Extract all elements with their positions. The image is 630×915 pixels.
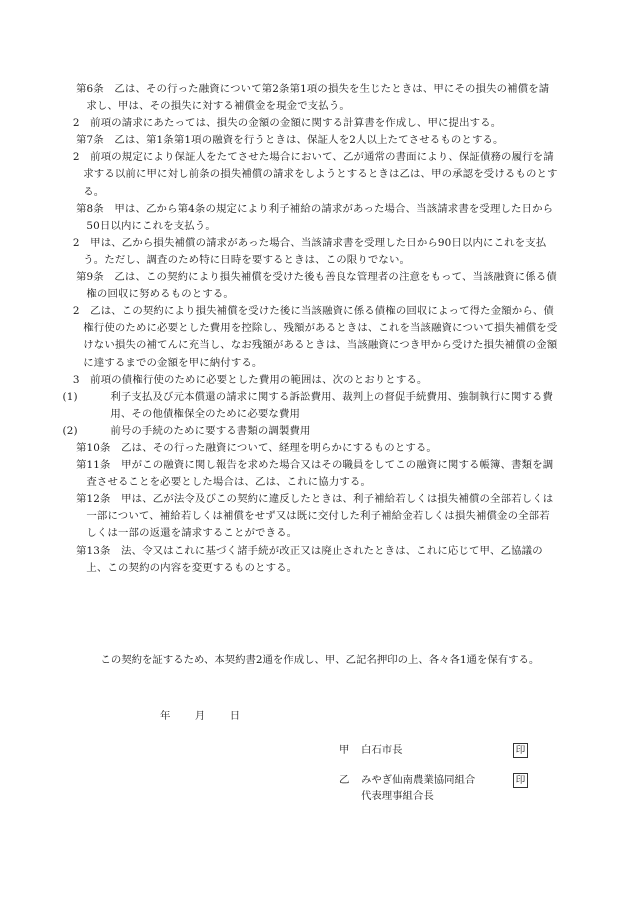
contract-body [62,81,558,577]
item-2-number: (2) [62,424,78,437]
item-2-text: 前号の手続のために要する書類の調製費用 [110,424,311,437]
article-9-paragraph-2: 2 乙は、この契約により損失補償を受けた後に当該融資に係る債権の回収によって得た金額から、債権行使のために必要とした費用を控除し、残額があるときは、これを当該融資について損失補償を受けない損失の補てんに充当し、なお残額があるときは、当該融資につき甲から受けた損失補償の金額に達するまでの金額を甲に納付する。 [72,305,558,369]
article-6: 第6条 乙は、その行った融資について第2条第1項の損失を生じたときは、甲にその損失の補償を請求し、甲は、その損失に対する補償金を現金で支払う。 [76,83,550,113]
signatory-otsu-title: 代表理事組合長 [361,790,434,802]
item-1-text: 利子支払及び元本償還の請求に関する訴訟費用、裁判上の督促手続費用、強制執行に関する費用、その他債権保全のために必要な費用 [110,390,554,420]
article-11: 第11条 甲がこの融資に関し報告を求めた場合又はその職員をしてこの融資に関する帳簿、書類を調査させることを必要とした場合は、乙は、これに協力する。 [76,459,554,489]
item-1-number: (1) [62,390,78,403]
signatory-otsu-name: みやぎ仙南農業協同組合 [361,774,476,786]
article-13: 第13条 法、令又はこれに基づく諸手続が改正又は廃止されたときは、これに応じて甲、乙協議の上、この契約の内容を変更するものとする。 [76,544,543,574]
signatory-otsu [339,772,475,804]
closing-statement: この契約を証するため、本契約書2通を作成し、甲、乙記名押印の上、各々各1通を保有する。 [100,654,540,666]
contract-date [160,707,265,722]
signatory-otsu-mark: 乙 [339,774,350,786]
seal-otsu: 印 [513,773,528,788]
seal-ko: 印 [513,743,528,758]
date-month: 月 [194,710,206,722]
article-7: 第7条 乙は、第1条第1項の融資を行うときは、保証人を2人以上たてさせるものとする。 [76,134,504,147]
article-9: 第9条 乙は、この契約により損失補償を受けた後も善良な管理者の注意をもって、当該融資に係る債権の回収に努めるものとする。 [76,271,557,301]
article-10: 第10条 乙は、その行った融資について、経理を明らかにするものとする。 [76,441,437,454]
signatory-ko-mark: 甲 [339,744,350,756]
article-12: 第12条 甲は、乙が法令及びこの契約に違反したときは、利子補給若しくは損失補償の全部若しくは一部について、補給若しくは補償をせず又は既に交付した利子補給金若しくは損失補償金の全部若しくは一部の返還を請求することができる。 [76,493,554,540]
article-9-paragraph-3: 3 前項の債権行使のために必要とした費用の範囲は、次のとおりとする。 [72,373,428,386]
signatory-ko-name: 白石市長 [361,744,403,756]
article-8-paragraph-2: 2 甲は、乙から損失補償の請求があった場合、当該請求書を受理した日から90日以内にこれを支払う。ただし、調査のため特に日時を要するときは、この限りでない。 [72,236,547,266]
date-day: 日 [229,710,241,722]
item-1 [62,389,558,423]
item-2 [62,423,558,440]
signatory-ko [339,742,403,758]
article-7-paragraph-2: 2 前項の規定により保証人をたてさせた場合において、乙が通常の書面により、保証債務の履行を請求する以前に甲に対し前条の損失補償の請求をしようとするときは乙は、甲の承認を受けるものとする。 [72,151,558,198]
article-8: 第8条 甲は、乙から第4条の規定により利子補給の請求があった場合、当該請求書を受理した日から50日以内にこれを支払う。 [76,202,554,232]
date-year: 年 [160,710,171,722]
article-6-paragraph-2: 2 前項の請求にあたっては、損失の金額の金額に関する計算書を作成し、甲に提出する。 [72,117,502,130]
